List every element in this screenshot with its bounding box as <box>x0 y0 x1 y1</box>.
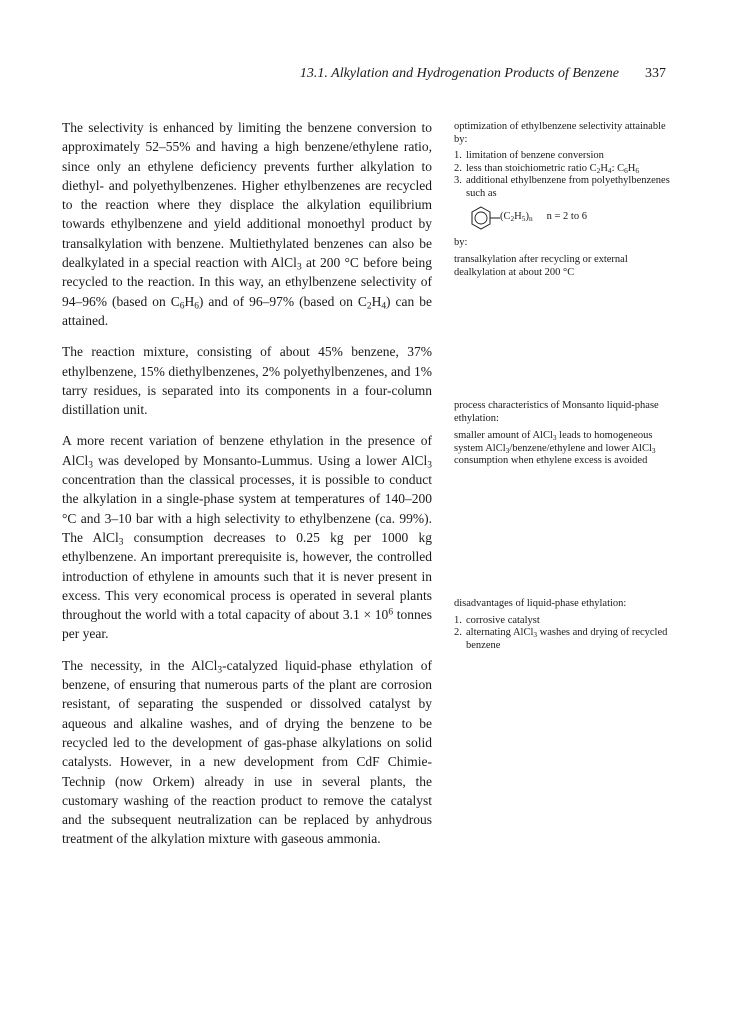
running-title: 13.1. Alkylation and Hydrogenation Products of Benzene <box>299 66 619 81</box>
margin-note-disadvantages <box>454 598 674 652</box>
list-item-number: 1. <box>454 150 462 162</box>
list-item: 2. less than stoichiometric ratio $C_2H_4$: $C_6H_6$ <box>454 162 640 175</box>
margin-note-transalkylation: transalkylation after recycling or external dealkylation at about 200 °C <box>454 254 628 278</box>
main-text-column <box>62 118 432 861</box>
paragraph-gas-phase-development: The necessity, in the AlCl$_3$-catalyzed liquid-phase ethylation of benzene, of ensuring that numerous parts of the plant are corrosion resistant, of separating the suspended or dissolved catalyst by aqueous and alkaline washes, and of drying the benzene to be recycled led to the development of gas-phase alkylations on solid catalysts. However, in a new development from CdF Chimie-Technip (now Orkem) already in use in several plants, the customary washing of the reaction product to remove the catalyst and the subsequent neutralization can be replaced by anhydrous treatment of the alkylation mixture with gaseous ammonia. <box>62 657 432 847</box>
page-number: 337 <box>645 66 666 81</box>
margin-note-monsanto-intro: process characteristics of Monsanto liquid-phase ethylation: <box>454 400 659 424</box>
list-item: 1. limitation of benzene conversion <box>454 150 604 162</box>
margin-note-by: by: <box>454 236 468 248</box>
paragraph-selectivity: The selectivity is enhanced by limiting the benzene conversion to approximately 52–55% and having a high benzene/ethylene ratio, since only an ethylene deficiency prevents further alkylation to diethyl- and polyethylbenzenes. Higher ethylbenzenes are recycled to the reaction where they displace the alkylation equilibrium towards ethylbenzene and yield additional monoethyl product by transalkylation with benzene. Multiethylated benzenes can also be dealkylated in a special reaction with AlCl$_3$ at 200 °C before being recycled to the reaction. In this way, an ethylbenzene selectivity of 94–96% (based on $C_6H_6$) and of 96–97% (based on $C_2H_4$) can be attained. <box>62 120 432 328</box>
margin-note-monsanto <box>454 400 674 468</box>
margin-note-optimization <box>454 121 674 279</box>
disadvantages-list <box>454 615 674 653</box>
margin-note-intro: optimization of ethylbenzene selectivity attainable by: <box>454 121 666 145</box>
optimization-list <box>454 150 674 200</box>
polyethylbenzene-structure <box>470 205 674 231</box>
paragraph-reaction-mixture: The reaction mixture, consisting of about 45% benzene, 37% ethylbenzene, 15% diethylbenzenes, 2% polyethylbenzenes, and 1% tarry residues, is separated into its components in a four-column distillation unit. <box>62 344 432 418</box>
list-item-number: 3. <box>454 175 462 187</box>
list-item: 2. alternating AlCl$_3$ washes and drying of recycled benzene <box>454 627 668 651</box>
list-item-number: 2. <box>454 162 462 174</box>
margin-note-disadvantages-intro: disadvantages of liquid-phase ethylation: <box>454 598 627 609</box>
list-item: 1. corrosive catalyst <box>454 614 540 626</box>
paragraph-monsanto-process: A more recent variation of benzene ethylation in the presence of AlCl$_3$ was developed by Monsanto-Lummus. Using a lower AlCl$_3$ concentration than the classical processes, it is possible to conduct the alkylation in a single-phase system at temperatures of 140–200 °C and 3–10 bar with a high selectivity to ethylbenzene (ca. 99%). The AlCl$_3$ consumption decreases to 0.25 kg per 1000 kg ethylbenzene. An important prerequisite is, however, the controlled introduction of ethylene in amounts such that it is never present in excess. This very economical process is operated in several plants throughout the world with a total capacity of about $3.1 \times 10^6$ tonnes per year. <box>62 433 432 642</box>
list-item: 3. additional ethylbenzene from polyethylbenzenes such as <box>454 175 670 199</box>
margin-note-monsanto-body: smaller amount of AlCl$_3$ leads to homogeneous system AlCl$_3$/benzene/ethylene and lower AlCl$_3$ consumption when ethylene excess is avoided <box>454 430 656 467</box>
page-header <box>0 66 729 86</box>
list-item-number: 1. <box>454 614 462 626</box>
list-item-number: 2. <box>454 627 462 639</box>
ethyl-substituent-formula: $(C_2H_5)_n$ <box>500 211 533 224</box>
benzene-ring-icon <box>470 205 500 231</box>
n-range: n = 2 to 6 <box>546 211 587 223</box>
